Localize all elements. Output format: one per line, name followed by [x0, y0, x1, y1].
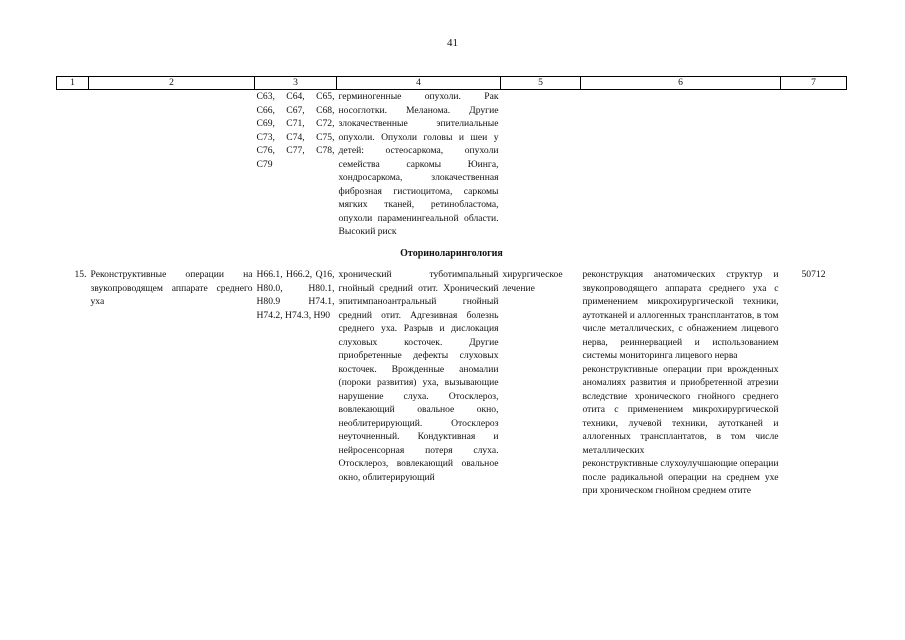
method-item: реконструктивные слухоулучшающие операции после радикальной операции на среднем ухе при хроническом гнойном среднем отите — [582, 458, 779, 496]
continuation-methods — [581, 90, 781, 239]
column-number-row — [57, 77, 847, 90]
procedure-name: Реконструктивные операции на звукопроводящем аппарате среднего уха — [90, 269, 253, 307]
section-title: Оториноларингология — [400, 247, 503, 259]
continuation-treatment — [501, 90, 581, 239]
col-header-5: 5 — [501, 77, 581, 90]
method-item: реконструкция анатомических структур и звукопроводящего аппарата среднего уха с применением микрохирургической техники, аутотканей и аллогенных трансплантатов, в том числе металлических, с обнажением лицевого нерва, реиннервацией и использованием системы мониторинга лицевого нерва — [582, 269, 779, 361]
table-row — [57, 268, 847, 498]
continuation-name — [89, 90, 255, 239]
col-header-4: 4 — [337, 77, 501, 90]
treatment-methods — [581, 268, 781, 498]
method-item: реконструктивные операции при врожденных аномалиях развития и приобретенной атрезии вследствие хронического гнойного среднего отита с применением микрохирургической техники, лучевой техники, аутотканей и аллогенных трансплантатов, в том числе металлических — [582, 363, 779, 456]
continuation-description: герминогенные опухоли. Рак носоглотки. Меланома. Другие злокачественные эпителиальные опухоли. Опухоли головы и шеи у детей: остеосаркома, опухоли семейства саркомы Юинга, хондросаркома, злокачественная фиброзная гистиоцитома, саркомы мягких тканей, ретинобластома, опухоли параменингеальной области. Высокий риск — [338, 91, 499, 237]
col-header-3: 3 — [255, 77, 337, 90]
procedures-table — [56, 76, 847, 498]
icd-codes: H66.1, H66.2, Q16, H80.0, H80.1, H80.9 H74.1, H74.2, H74.3, H90 — [256, 269, 335, 321]
col-header-1: 1 — [57, 77, 89, 90]
treatment-type: хирургическое лечение — [502, 269, 563, 294]
continuation-row — [57, 90, 847, 239]
col-header-7: 7 — [781, 77, 847, 90]
continuation-number — [57, 90, 89, 239]
page-number: 41 — [447, 37, 458, 49]
cost-value: 50712 — [801, 269, 826, 280]
col-header-6: 6 — [581, 77, 781, 90]
row-number: 15. — [74, 269, 87, 280]
section-row — [57, 239, 847, 269]
continuation-codes: С63, С64, С65, С66, С67, С68, С69, С71, С72, С73, С74, С75, С76, С77, С78, С79 — [256, 91, 335, 170]
continuation-cost — [781, 90, 847, 239]
col-header-2: 2 — [89, 77, 255, 90]
diagnosis-description: хронический туботимпальный гнойный средний отит. Хронический эпитимпаноантральный гнойный средний отит. Адгезивная болезнь среднего уха. Разрыв и дислокация слуховых косточек. Другие приобретенные дефекты слуховых косточек. Врожденные аномалии (пороки развития) уха, вызывающие нарушение слуха. Отосклероз, вовлекающий овальное окно, необлитерирующий. Отосклероз неуточненный. Кондуктивная и нейросенсорная потеря слуха. Отосклероз, вовлекающий овальное окно, облитерирующий — [338, 269, 499, 483]
